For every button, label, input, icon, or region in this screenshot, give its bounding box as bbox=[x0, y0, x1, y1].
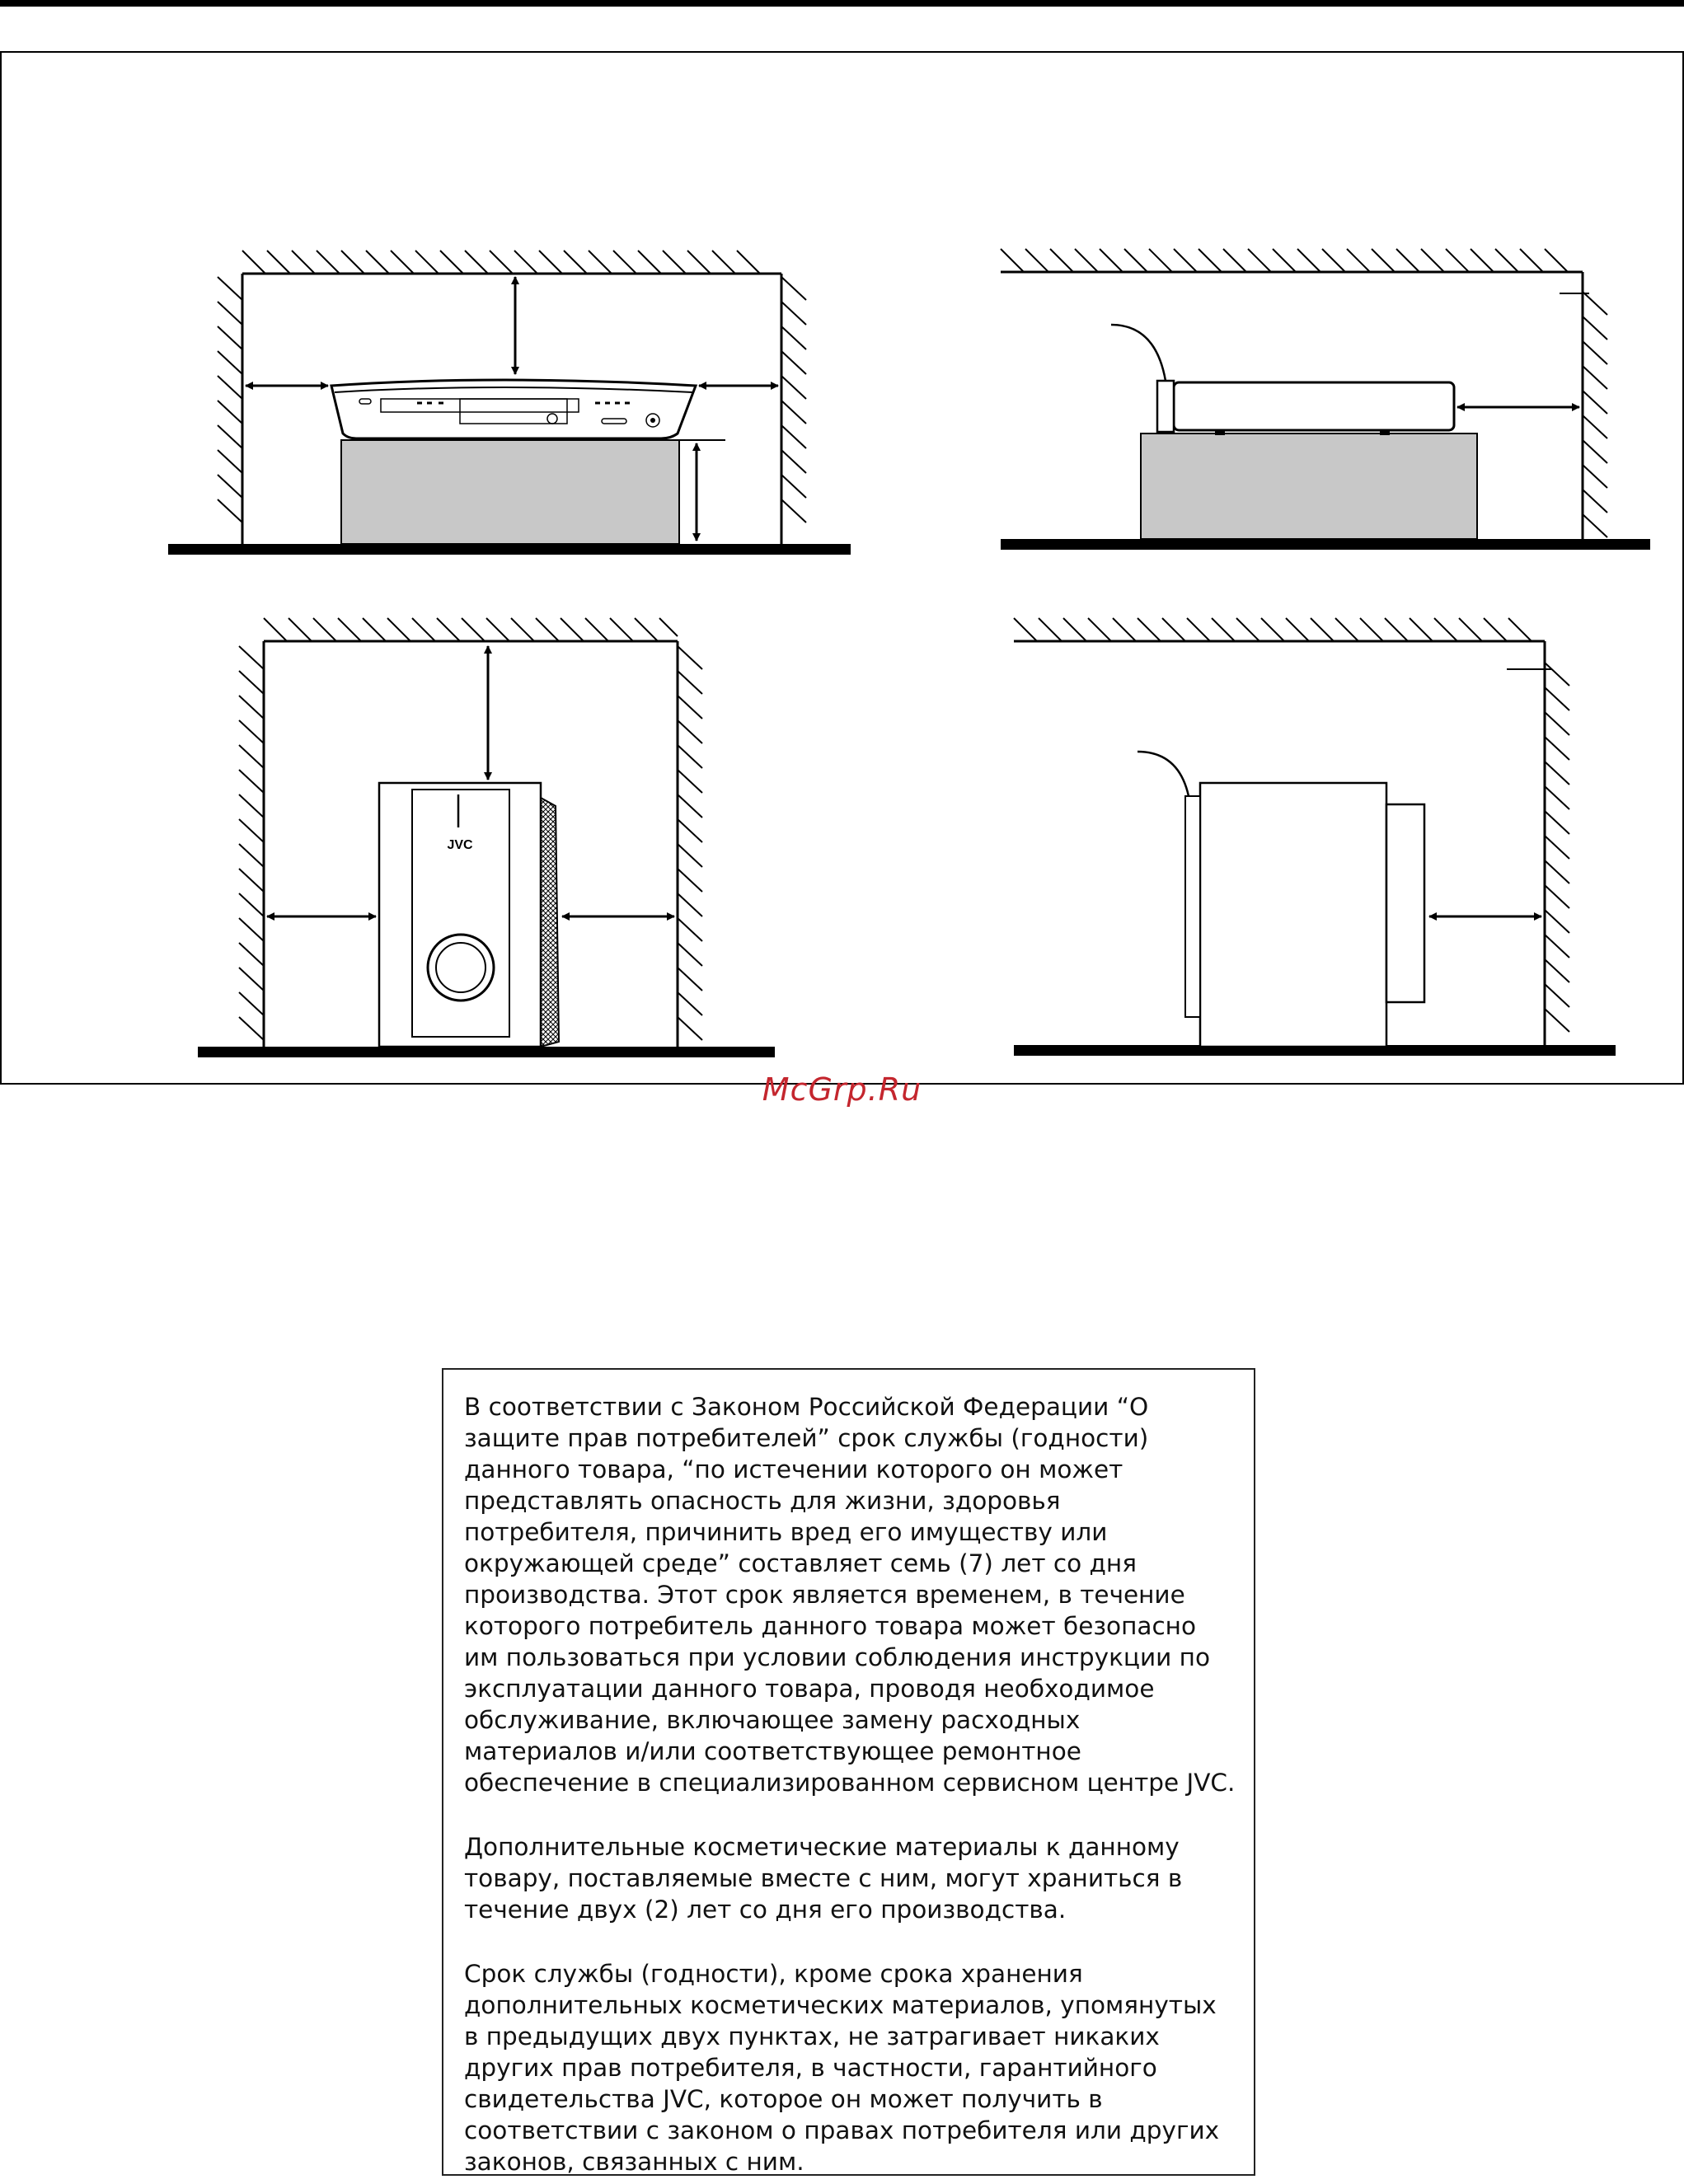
subwoofer-front-view bbox=[198, 618, 775, 1057]
stand bbox=[1141, 434, 1477, 539]
floor bbox=[1001, 539, 1650, 550]
right-wall-hatch bbox=[678, 646, 702, 1040]
unit-front-panel bbox=[1157, 381, 1174, 432]
power-cable bbox=[1138, 752, 1189, 796]
installation-clearance-figure bbox=[0, 51, 1684, 1085]
jvc-logo: JVC bbox=[447, 838, 473, 852]
left-wall-hatch bbox=[218, 277, 242, 523]
subwoofer-side-view bbox=[1014, 618, 1616, 1056]
side-grille bbox=[541, 798, 559, 1047]
main-unit-front-view bbox=[168, 251, 851, 555]
subwoofer-front-grille bbox=[1185, 796, 1200, 1017]
main-unit-side-view bbox=[1001, 249, 1650, 550]
watermark: McGrp.Ru bbox=[762, 1071, 922, 1108]
left-wall-hatch bbox=[239, 646, 264, 1040]
ceiling-hatch bbox=[264, 618, 678, 641]
floor bbox=[168, 544, 851, 555]
subwoofer-cabinet bbox=[379, 783, 541, 1047]
subwoofer-cabinet bbox=[1200, 783, 1386, 1047]
rear-wall-hatch bbox=[1583, 292, 1607, 537]
subwoofer-rear-block bbox=[1386, 804, 1424, 1002]
right-wall-hatch bbox=[781, 277, 806, 523]
unit-body bbox=[1174, 382, 1454, 430]
ceiling-hatch bbox=[1014, 618, 1532, 641]
rear-wall-hatch bbox=[1545, 663, 1569, 1032]
ceiling-hatch bbox=[242, 251, 760, 274]
floor bbox=[198, 1047, 775, 1057]
notice-paragraph-3: Срок службы (годности), кроме срока хранения дополнительных косметических материалов, упомянутых в предыдущих двух пунктах, не затрагивает никаких других прав потребителя, в частности, гарантийного свидетельства JVC, которое он может получить в соответствии с законом о правах потребителя или других законов, связанных с ним. bbox=[464, 1960, 1220, 2176]
notice-paragraph-1: В соответствии с Законом Российской Федерации “О защите прав потребителей” срок службы (годности) данного товара, “по истечении которого он может представлять опасность для жизни, здоровья потребителя, причинить вред его имуществу или окружающей среде” составляет семь (7) лет со дня производства. Этот срок является временем, в течение которого потребитель данного товара может безопасно им пользоваться при условии соблюдения инструкции по эксплуатации данного товара, проводя необходимое обслуживание, включающее замену расходных материалов и/или соответствующее ремонтное обеспечение в специализированном сервисном центре JVC. bbox=[464, 1393, 1236, 1797]
top-rule bbox=[0, 0, 1684, 7]
service-life-notice bbox=[442, 1368, 1255, 2176]
stand bbox=[341, 440, 679, 544]
power-cable bbox=[1111, 325, 1166, 381]
ceiling-hatch bbox=[1001, 249, 1568, 272]
unit-body bbox=[331, 380, 696, 438]
notice-paragraph-2: Дополнительные косметические материалы к данному товару, поставляемые вместе с ним, могут храниться в течение двух (2) лет со дня его производства. bbox=[464, 1833, 1183, 1924]
